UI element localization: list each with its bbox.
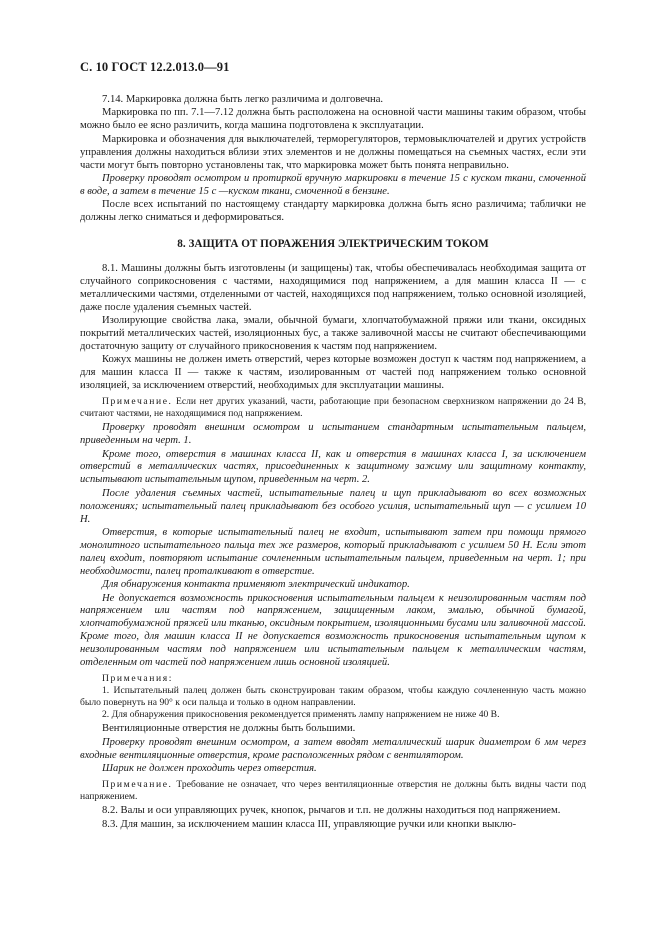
paragraph-ball: Шарик не должен проходить через отверстия. [102,763,317,775]
paragraph-besides: Кроме того, отверстия в машинах класса II, как и отверстия в машинах класса I, за исключением отверстий в металлических частях, присоединенных к защитному зажиму или защитному контакту, испытывают испытательным щупом, приведенным на черт. 2. [80,448,586,486]
paragraph-indicator: Для обнаружения контакта применяют электрический индикатор. [102,579,410,591]
paragraph-7-14: 7.14. Маркировка должна быть легко различима и долговечна. [102,94,384,105]
note-2 [80,779,586,802]
paragraph-8-3: 8.3. Для машин, за исключением машин класса III, управляющие ручки или кнопки выклю- [102,818,517,830]
notes-label: Примечания: [102,672,173,684]
note-lamp: 2. Для обнаружения прикосновения рекомендуется применять лампу напряжением не ниже 40 В. [102,708,500,720]
note-2-label: Примечание. [102,778,173,790]
note-finger-construction: 1. Испытательный палец должен быть сконструирован таким образом, чтобы каждую сочлененную часть можно было повернуть на 90° к оси пальца и только в одном направлении. [80,685,586,708]
paragraph-check-ball: Проверку проводят внешним осмотром, а затем вводят металлический шарик диаметром 6 мм через входные вентиляционные отверстия, кроме расположенных рядом с вентилятором. [80,736,586,761]
paragraph-check-marking: Проверку проводят осмотром и протиркой вручную маркировки в течение 15 с куском ткани, смоченной в воде, а затем в течение 15 с —куском ткани, смоченной в бензине. [80,172,586,197]
paragraph-marking-location: Маркировка по пп. 7.1—7.12 должна быть расположена на основной части машины таким образом, чтобы можно было ее ясно различить, когда машина подготовлена к эксплуатации. [80,107,586,132]
page-header: С. 10 ГОСТ 12.2.013.0—91 [80,60,230,74]
paragraph-8-2: 8.2. Валы и оси управляющих ручек, кнопок, рычагов и т.п. не должны находиться под напряжением. [102,805,561,817]
note-1-label: Примечание. [102,396,173,408]
paragraph-after-tests: После всех испытаний по настоящему стандарту маркировка должна быть ясно различима; таблички не должны легко сниматься и деформироваться. [80,199,586,224]
note-1-text: Если нет других указаний, части, работающие при безопасном сверхнизком напряжении до 24 В, считают частями, не находящимися под напряжением. [80,396,586,419]
paragraph-holes: Отверстия, в которые испытательный палец не входит, испытывают затем при помощи прямого монолитного испытательного пальца тех же размеров, который прикладывают с усилием 50 Н. Если этот палец входит, повторяют испытание сочлененным испытательным пальцем, приведенным на черт. 1; при необходимости, палец проталкивают в отверстие. [80,526,586,577]
paragraph-not-allowed: Не допускается возможность прикосновения испытательным пальцем к неизолированным частям под напряжением или частям под напряжением, защищенным лаком, эмалью, обычной бумагой, хлопчатобумажной пряжей или тканью, оксидным покрытием, изоляционными бусами или заливочной массой. Кроме того, для машин класса II не допускается возможность прикосновения испытательным щупом к неизолированным частям под напряжением или испытательным пальцем к металлическим частям, отделенным от частей под напряжением лишь основной изоляцией. [80,592,586,669]
section-title: 8. ЗАЩИТА ОТ ПОРАЖЕНИЯ ЭЛЕКТРИЧЕСКИМ ТОКОМ [177,238,489,251]
paragraph-check-finger: Проверку проводят внешним осмотром и испытанием стандартным испытательным пальцем, приведенным на черт. 1. [80,422,586,447]
paragraph-marking-switches: Маркировка и обозначения для выключателей, терморегуляторов, термовыключателей и других устройств управления должны находиться вблизи этих элементов и не должны помещаться на съемных частях, если эти части могут быть повторно установлены так, что маркировка может быть понята неправильно. [80,133,586,171]
paragraph-8-1: 8.1. Машины должны быть изготовлены (и защищены) так, чтобы обеспечивалась необходимая защита от случайного соприкосновения с частями, находящимися под напряжением, а для машин класса II — с металлическими частями, отделенными от частей, находящихся под напряжением, только основной изоляцией, даже после удаления съемных частей. [80,262,586,313]
paragraph-casing: Кожух машины не должен иметь отверстий, через которые возможен доступ к частям под напряжением, а для машин класса II — также к частям, изолированным от частей под напряжением только основной изоляцией, за исключением отверстий, необходимых для эксплуатации машины. [80,354,586,392]
page-content [80,94,586,832]
note-1 [80,396,586,419]
paragraph-insulating-properties: Изолирующие свойства лака, эмали, обычной бумаги, хлопчатобумажной пряжи или ткани, оксидных покрытий металлических частей, изоляционных бус, а также заливочной массы не считают обеспечивающими достаточную защиту от случайного прикосновения к частям под напряжением. [80,315,586,352]
paragraph-vent: Вентиляционные отверстия не должны быть большими. [102,723,356,735]
note-2-text: Требование не означает, что через вентиляционные отверстия не должны быть видны части под напряжением. [80,778,586,802]
paragraph-after-removal: После удаления съемных частей, испытательные палец и щуп прикладывают во всех возможных положениях; испытательный палец прикладывают без особого усилия, испытательный щуп — с усилием 10 Н. [80,487,586,525]
